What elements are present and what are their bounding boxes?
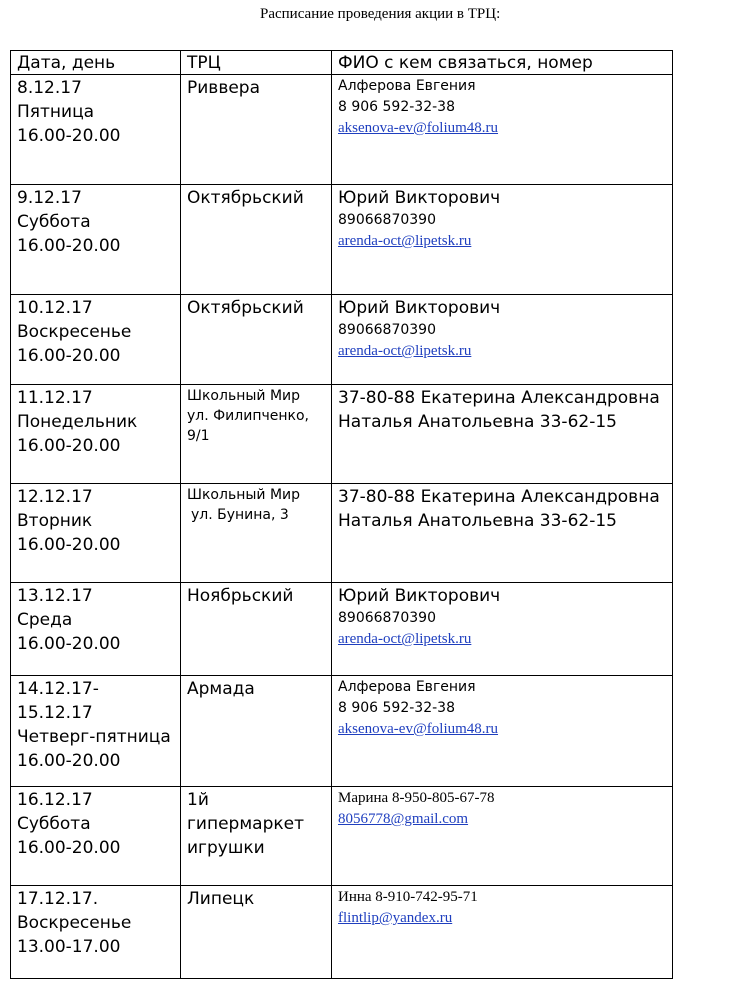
contact-cell	[332, 583, 673, 676]
date: 16.12.17	[17, 790, 93, 810]
day: Воскресенье	[17, 322, 132, 342]
date-cell	[11, 185, 181, 295]
trc-name: Школьный Мир	[187, 388, 301, 404]
time: 13.00-17.00	[17, 937, 121, 957]
date: 14.12.17-	[17, 679, 99, 699]
contact-line-1: Инна 8-910-742-95-71	[338, 889, 478, 905]
trc-cell	[181, 385, 332, 484]
contact-phone: 89066870390	[338, 610, 436, 626]
time: 16.00-20.00	[17, 838, 121, 858]
day: Четверг-пятница	[17, 727, 171, 747]
date: 17.12.17.	[17, 889, 99, 909]
table-row	[11, 295, 673, 385]
time: 16.00-20.00	[17, 346, 121, 366]
trc-address: ул. Бунина, 3	[191, 507, 289, 523]
contact-line-1: Марина 8-950-805-67-78	[338, 790, 495, 806]
contact-cell	[332, 75, 673, 185]
table-row	[11, 185, 673, 295]
table-row	[11, 787, 673, 886]
contact-cell	[332, 484, 673, 583]
day: Суббота	[17, 814, 91, 834]
date-cell	[11, 295, 181, 385]
date: 8.12.17	[17, 78, 82, 98]
trc-cell	[181, 295, 332, 385]
contact-cell	[332, 385, 673, 484]
trc-name: Октябрьский	[187, 298, 304, 318]
trc-name: Школьный Мир	[187, 487, 301, 503]
contact-line-1: 37-80-88 Екатерина Александровна	[338, 388, 660, 408]
contact-line-1: 37-80-88 Екатерина Александровна	[338, 487, 660, 507]
time: 16.00-20.00	[17, 126, 121, 146]
contact-cell	[332, 787, 673, 886]
email-link[interactable]: 8056778@gmail.com	[338, 811, 469, 827]
time: 16.00-20.00	[17, 634, 121, 654]
table-row	[11, 583, 673, 676]
contact-cell	[332, 295, 673, 385]
email-link[interactable]: arenda-oct@lipetsk.ru	[338, 631, 472, 647]
contact-phone: 8 906 592-32-38	[338, 700, 455, 716]
table-row	[11, 484, 673, 583]
date-cell	[11, 676, 181, 787]
contact-phone: 89066870390	[338, 212, 436, 228]
contact-name: Юрий Викторович	[338, 586, 501, 606]
date-cell	[11, 583, 181, 676]
contact-cell	[332, 676, 673, 787]
contact-name: Юрий Викторович	[338, 298, 501, 318]
table-row	[11, 385, 673, 484]
header-contact: ФИО с кем связаться, номер	[332, 51, 673, 75]
trc-name: Липецк	[187, 889, 255, 909]
date-cell	[11, 484, 181, 583]
page-title: Расписание проведения акции в ТРЦ:	[260, 6, 501, 22]
date-cell	[11, 886, 181, 979]
contact-name: Юрий Викторович	[338, 188, 501, 208]
date-end: 15.12.17	[17, 703, 93, 723]
trc-cell	[181, 185, 332, 295]
date: 13.12.17	[17, 586, 93, 606]
header-trc: ТРЦ	[181, 51, 332, 75]
trc-name: Риввера	[187, 78, 261, 98]
table-header-row	[11, 51, 673, 75]
day: Понедельник	[17, 412, 138, 432]
email-link[interactable]: arenda-oct@lipetsk.ru	[338, 233, 472, 249]
time: 16.00-20.00	[17, 436, 121, 456]
email-link[interactable]: aksenova-ev@folium48.ru	[338, 721, 499, 737]
date: 12.12.17	[17, 487, 93, 507]
email-link[interactable]: aksenova-ev@folium48.ru	[338, 120, 499, 136]
trc-cell	[181, 583, 332, 676]
email-link[interactable]: flintlip@yandex.ru	[338, 910, 453, 926]
date: 10.12.17	[17, 298, 93, 318]
contact-cell	[332, 886, 673, 979]
contact-name: Алферова Евгения	[338, 679, 476, 695]
schedule-table	[10, 50, 673, 979]
trc-name: Октябрьский	[187, 188, 304, 208]
date-cell	[11, 787, 181, 886]
day: Среда	[17, 610, 73, 630]
table-row	[11, 75, 673, 185]
trc-cell	[181, 676, 332, 787]
contact-line-2: Наталья Анатольевна 33-62-15	[338, 412, 617, 432]
trc-name: 1й гипермаркет игрушки	[187, 790, 305, 858]
trc-cell	[181, 886, 332, 979]
day: Пятница	[17, 102, 95, 122]
contact-phone: 8 906 592-32-38	[338, 99, 455, 115]
contact-name: Алферова Евгения	[338, 78, 476, 94]
date-cell	[11, 385, 181, 484]
day: Суббота	[17, 212, 91, 232]
date: 9.12.17	[17, 188, 82, 208]
time: 16.00-20.00	[17, 751, 121, 771]
time: 16.00-20.00	[17, 535, 121, 555]
day: Вторник	[17, 511, 93, 531]
trc-name: Ноябрьский	[187, 586, 294, 606]
time: 16.00-20.00	[17, 236, 121, 256]
day: Воскресенье	[17, 913, 132, 933]
trc-cell	[181, 75, 332, 185]
contact-line-2: Наталья Анатольевна 33-62-15	[338, 511, 617, 531]
contact-cell	[332, 185, 673, 295]
contact-phone: 89066870390	[338, 322, 436, 338]
header-date: Дата, день	[11, 51, 181, 75]
date-cell	[11, 75, 181, 185]
table-row	[11, 676, 673, 787]
trc-address: ул. Филипченко, 9/1	[187, 408, 309, 444]
trc-cell	[181, 787, 332, 886]
email-link[interactable]: arenda-oct@lipetsk.ru	[338, 343, 472, 359]
trc-cell	[181, 484, 332, 583]
trc-name: Армада	[187, 679, 255, 699]
table-row	[11, 886, 673, 979]
date: 11.12.17	[17, 388, 93, 408]
